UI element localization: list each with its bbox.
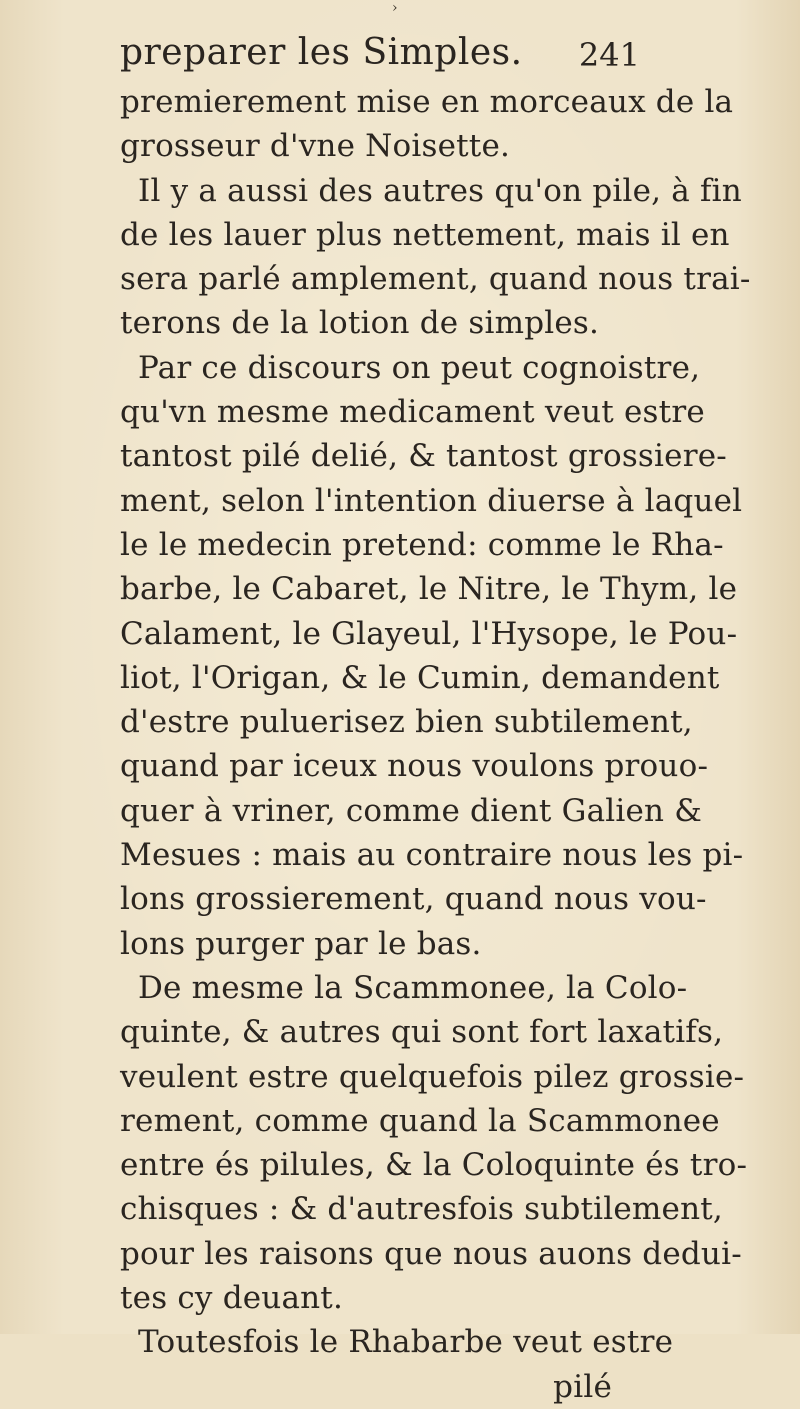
text-line: Toutesfois le Rhabarbe veut estre	[138, 1324, 674, 1361]
text-line: tes cy deuant.	[120, 1280, 344, 1317]
text-line: barbe, le Cabaret, le Nitre, le Thym, le	[120, 571, 738, 608]
text-line: lons purger par le bas.	[120, 925, 482, 962]
text-line: quinte, & autres qui sont fort laxatifs,	[120, 1014, 724, 1051]
margin-tick-mark: ›	[392, 0, 398, 16]
text-line: tantost pilé delié, & tantost grossiere-	[120, 438, 727, 475]
text-line: lons grossierement, quand nous vou-	[120, 881, 707, 918]
text-line: terons de la lotion de simples.	[120, 305, 600, 342]
text-line: veulent estre quelquefois pilez grossie-	[120, 1058, 745, 1095]
text-line: Par ce discours on peut cognoistre,	[138, 349, 701, 386]
text-line: quand par iceux nous voulons prouo-	[120, 748, 709, 785]
text-line: Il y a aussi des autres qu'on pile, à fin	[138, 172, 742, 209]
catchword: pilé	[553, 1368, 612, 1405]
text-line: qu'vn mesme medicament veut estre	[120, 394, 705, 431]
text-line: quer à vriner, comme dient Galien &	[120, 792, 703, 829]
text-line: grosseur d'vne Noisette.	[120, 128, 511, 165]
text-line: De mesme la Scammonee, la Colo-	[138, 969, 688, 1006]
text-line: liot, l'Origan, & le Cumin, demandent	[120, 659, 720, 696]
text-line: Calament, le Glayeul, l'Hysope, le Pou-	[120, 615, 738, 652]
text-line: sera parlé amplement, quand nous trai-	[120, 261, 751, 298]
text-line: pour les raisons que nous auons dedui-	[120, 1235, 742, 1272]
text-line: d'estre puluerisez bien subtilement,	[120, 704, 693, 741]
text-line: chisques : & d'autresfois subtilement,	[120, 1191, 723, 1228]
text-line: le le medecin pretend: comme le Rha-	[120, 526, 724, 563]
page-number: 241	[578, 36, 640, 74]
text-line: rement, comme quand la Scammonee	[120, 1102, 720, 1139]
running-title: preparer les Simples.	[120, 32, 523, 73]
text-line: de les lauer plus nettement, mais il en	[120, 216, 730, 253]
text-line: entre és pilules, & la Coloquinte és tro-	[120, 1147, 748, 1184]
text-line: ment, selon l'intention diuerse à laquel	[120, 482, 743, 519]
body-text	[120, 80, 751, 1409]
text-line: Mesues : mais au contraire nous les pi-	[120, 837, 744, 874]
text-line: premierement mise en morceaux de la	[120, 84, 734, 120]
